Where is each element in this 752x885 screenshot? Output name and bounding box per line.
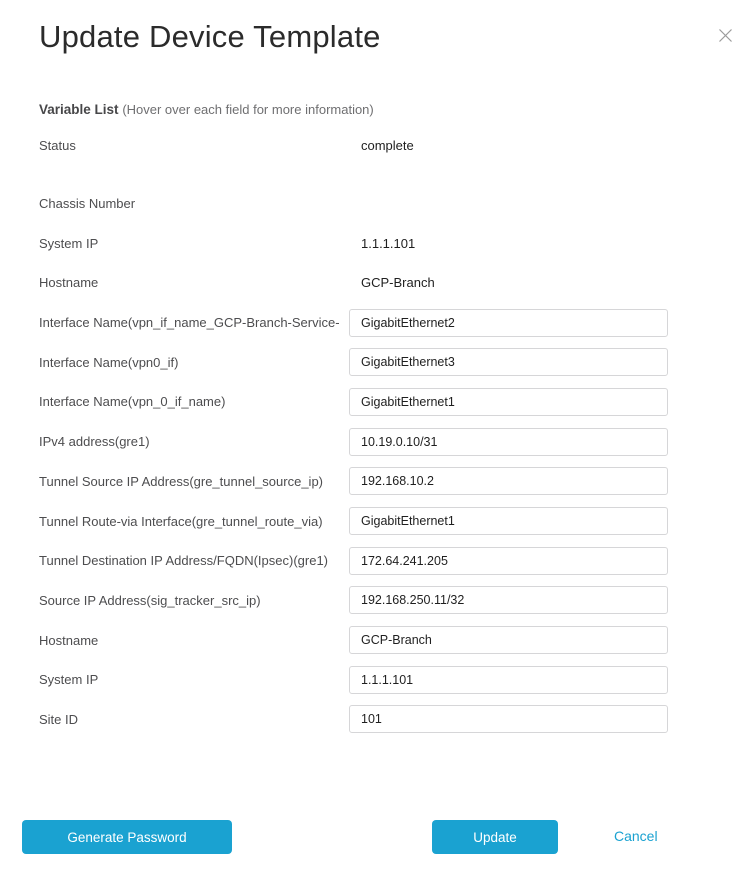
dialog-footer (0, 820, 752, 854)
variable-input[interactable] (349, 705, 668, 733)
variable-label: Tunnel Source IP Address(gre_tunnel_source_ip) (39, 473, 324, 489)
variable-row (0, 501, 752, 541)
update-button[interactable]: Update (432, 820, 558, 854)
variable-label: System IP (39, 235, 99, 251)
variable-value: complete (361, 138, 414, 154)
variable-label: Interface Name(vpn_0_if_name) (39, 394, 226, 410)
variable-row (0, 382, 752, 422)
variable-input[interactable] (349, 309, 668, 337)
variable-input[interactable] (349, 507, 668, 535)
variable-row (0, 462, 752, 502)
cancel-link[interactable]: Cancel (614, 828, 658, 844)
variable-label: Status (39, 138, 76, 154)
close-icon (718, 28, 733, 43)
variable-label: Hostname (39, 275, 99, 291)
variable-input[interactable] (349, 547, 668, 575)
variable-label: System IP (39, 672, 99, 688)
variable-input[interactable] (349, 348, 668, 376)
variable-input[interactable] (349, 467, 668, 495)
update-device-template-dialog (0, 20, 752, 885)
variable-label: Tunnel Destination IP Address/FQDN(Ipsec)(gre1) (39, 553, 329, 569)
variable-rows (0, 126, 752, 739)
variable-input[interactable] (349, 428, 668, 456)
variable-label: Interface Name(vpn0_if) (39, 354, 179, 370)
variable-input[interactable] (349, 388, 668, 416)
generate-password-button[interactable]: Generate Password (22, 820, 232, 854)
variable-label: Hostname (39, 632, 99, 648)
variable-input[interactable] (349, 626, 668, 654)
variable-row (0, 660, 752, 700)
variable-row (0, 223, 752, 263)
variable-row (0, 303, 752, 343)
variable-label: IPv4 address(gre1) (39, 434, 150, 450)
variable-row (0, 342, 752, 382)
variable-row (0, 422, 752, 462)
variable-label: Interface Name(vpn_if_name_GCP-Branch-Service- (39, 315, 340, 331)
variable-value: 1.1.1.101 (361, 235, 416, 251)
variable-list-header (39, 101, 713, 119)
variable-row (0, 263, 752, 303)
variable-label: Chassis Number (39, 196, 136, 212)
variable-row (0, 184, 752, 224)
variable-row (0, 700, 752, 740)
variable-list-hint: (Hover over each field for more information) (122, 102, 374, 117)
variable-value: GCP-Branch (361, 275, 435, 291)
variable-input[interactable] (349, 666, 668, 694)
variable-input[interactable] (349, 586, 668, 614)
variable-label: Tunnel Route-via Interface(gre_tunnel_route_via) (39, 513, 323, 529)
variable-label: Site ID (39, 711, 79, 727)
variable-row (0, 541, 752, 581)
close-button[interactable] (714, 24, 736, 46)
variable-row (0, 581, 752, 621)
dialog-title: Update Device Template (39, 19, 381, 54)
variable-label: Source IP Address(sig_tracker_src_ip) (39, 592, 261, 608)
variable-row (0, 126, 752, 166)
variable-row (0, 620, 752, 660)
variable-list-title: Variable List (39, 102, 119, 117)
